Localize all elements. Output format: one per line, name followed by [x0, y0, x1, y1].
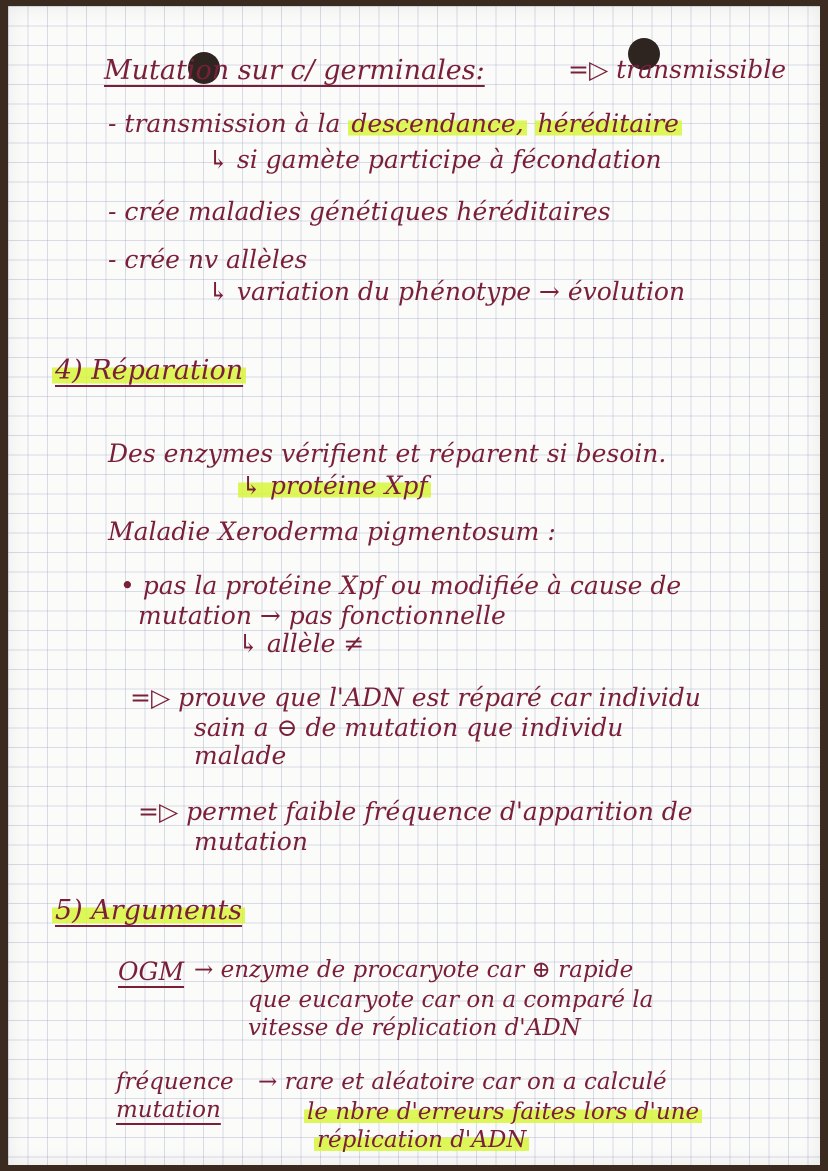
- freq-line-3: réplication d'ADN: [314, 1128, 529, 1153]
- reparation-line-8: sain a ⊖ de mutation que individu: [194, 713, 624, 742]
- ogm-line-3: vitesse de réplication d'ADN: [248, 1015, 581, 1041]
- reparation-line-6: ↳ allèle ≠: [238, 629, 365, 658]
- freq-line-1: → rare et aléatoire car on a calculé: [258, 1069, 667, 1095]
- ogm-line-1: → enzyme de procaryote car ⊕ rapide: [194, 957, 634, 983]
- freq-line-2: le nbre d'erreurs faites lors d'une: [304, 1100, 702, 1125]
- arguments-heading: 5) Arguments: [52, 896, 245, 926]
- germinal-line-3: - crée maladies génétiques héréditaires: [108, 197, 611, 226]
- ogm-line-2: que eucaryote car on a comparé la: [248, 987, 654, 1013]
- reparation-heading: 4) Réparation: [52, 356, 246, 386]
- reparation-line-11: mutation: [194, 827, 308, 856]
- reparation-line-3: Maladie Xeroderma pigmentosum :: [108, 517, 556, 546]
- germinal-line-5: ↳ variation du phénotype → évolution: [208, 277, 686, 306]
- reparation-line-9: malade: [194, 741, 287, 770]
- reparation-line-4: • pas la protéine Xpf ou modifiée à cause de: [120, 571, 682, 600]
- reparation-line-1: Des enzymes vérifient et réparent si besoin.: [108, 439, 667, 468]
- reparation-line-5: mutation → pas fonctionnelle: [138, 601, 506, 630]
- freq-label-1: fréquence: [116, 1069, 234, 1095]
- germinal-line-4: - crée nv allèles: [108, 245, 308, 274]
- reparation-line-7: =▷ prouve que l'ADN est réparé car individu: [130, 683, 701, 712]
- germinal-line-2: ↳ si gamète participe à fécondation: [208, 145, 662, 174]
- notebook-page: [8, 6, 820, 1165]
- ogm-label: OGM: [118, 957, 185, 986]
- germinal-transmissible: =▷ transmissible: [568, 55, 787, 84]
- reparation-line-2: ↳ protéine Xpf: [238, 472, 431, 500]
- germinal-line-1: - transmission à la descendance, héréditaire: [108, 110, 682, 138]
- freq-label-2: mutation: [116, 1097, 221, 1123]
- reparation-line-10: =▷ permet faible fréquence d'apparition de: [138, 797, 693, 826]
- germinal-title: Mutation sur c/ germinales:: [104, 55, 485, 86]
